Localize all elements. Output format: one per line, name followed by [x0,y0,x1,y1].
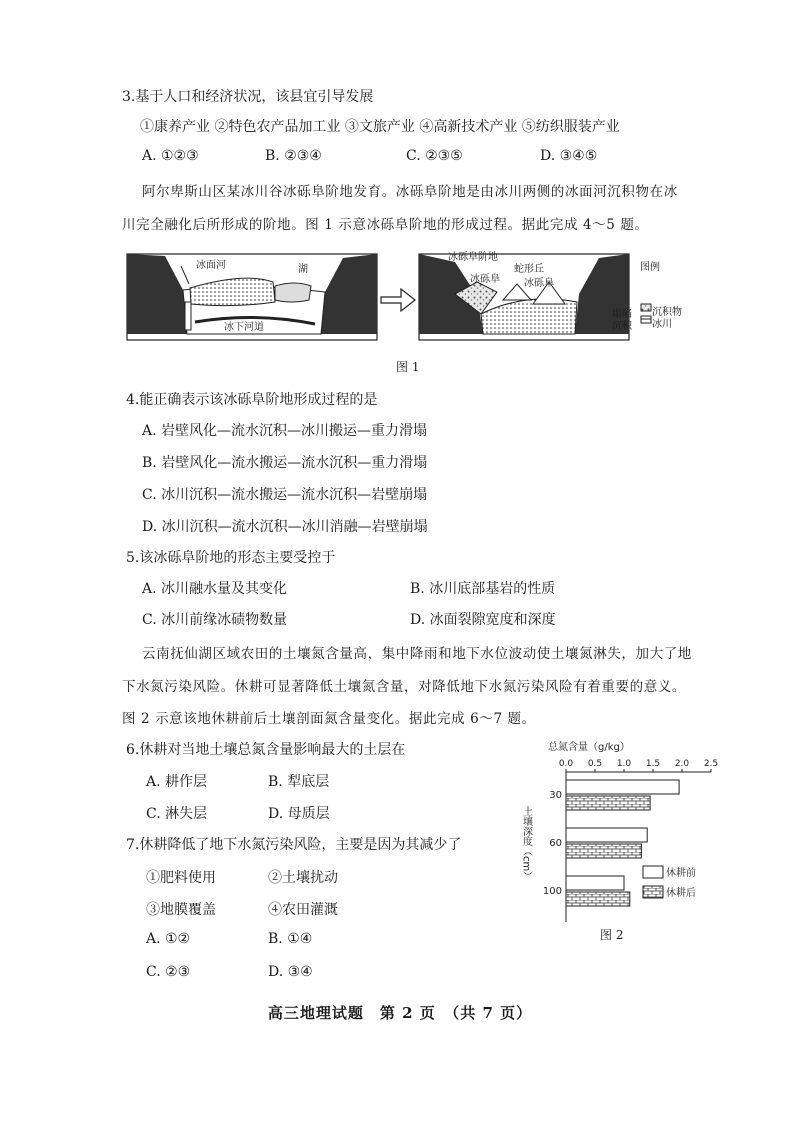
label-kame-2: 冰砾阜 [524,278,554,289]
q4-option-a: A. 岩壁风化—流水沉积—冰川搬运—重力滑塌 [142,423,428,439]
figure1-arrow [381,289,415,311]
legend-deposit: 沉积物 [652,307,682,318]
q7-option-d: D. ③④ [268,964,313,980]
label-lake: 湖 [298,264,308,275]
legend-after: 休耕后 [666,888,696,899]
figure2-chart [518,738,718,948]
page-footer: 高三地理试题 第 2 页 （共 7 页） [267,1004,533,1022]
bar-before-100 [566,876,624,890]
q6-option-b: B. 犁底层 [268,774,330,790]
q3-items: ①康养产业 ②特色农产品加工业 ③文旅产业 ④高新技术产业 ⑤纺织服装产业 [140,119,620,135]
q4-stem: 4.能正确表示该冰砾阜阶地形成过程的是 [126,392,378,408]
q5-option-c: C. 冰川前缘冰碛物数量 [142,612,288,628]
q4-option-d: D. 冰川沉积—流水沉积—冰川消融—岩壁崩塌 [142,519,428,535]
passage2-line3: 图 2 示意该地休耕前后土壤剖面氮含量变化。据此完成 6～7 题。 [122,711,536,727]
q3-stem: 3.基于人口和经济状况，该县宜引导发展 [122,89,374,105]
figure1-caption: 图 1 [396,360,420,374]
bar-before-30 [566,780,679,794]
label-kame-1: 冰砾阜 [470,274,500,285]
q3-option-a: A. ①②③ [142,148,199,164]
x-tick-label: 2.0 [674,759,690,769]
q4-option-c: C. 冰川沉积—流水搬运—流水沉积—岩壁崩塌 [142,487,428,503]
passage2-line2: 下水氮污染风险。休耕可显著降低土壤氮含量，对降低地下水氮污染风险有着重要的意义。 [122,679,686,695]
chart-ylabel [521,805,533,881]
legend-glacier: 冰川 [652,319,672,330]
q6-option-d: D. 母质层 [268,806,330,822]
bar-after-100 [566,892,630,906]
q7-item-1: ①肥料使用 [146,870,216,886]
chart-title: 总氮含量（g/kg） [548,742,630,753]
bar-before-60 [566,828,647,842]
q3-option-b: B. ②③④ [265,148,322,164]
q7-item-3: ③地膜覆盖 [146,902,216,918]
x-tick-label: 0.5 [587,759,603,769]
figure1-legend [641,304,651,323]
x-tick-label: 2.5 [703,759,718,769]
label-collapse: 塌陷 [612,309,632,320]
q5-option-d: D. 冰面裂隙宽度和深度 [410,612,556,628]
q7-option-b: B. ①④ [268,931,313,947]
passage2-line1: 云南抚仙湖区域农田的土壤氮含量高，集中降雨和地下水位波动使土壤氮淋失，加大了地 [142,646,692,662]
q5-option-a: A. 冰川融水量及其变化 [142,581,288,597]
q7-option-a: A. ①② [146,931,191,947]
bar-after-30 [566,796,650,810]
y-tick-label-100: 100 [542,886,562,897]
q7-item-4: ④农田灌溉 [268,902,338,918]
passage1-line1: 阿尔卑斯山区某冰川谷冰砾阜阶地发育。冰砾阜阶地是由冰川两侧的冰面河沉积物在冰 [142,184,678,200]
q5-stem: 5.该冰砾阜阶地的形态主要受控于 [126,550,336,566]
q5-option-b: B. 冰川底部基岩的性质 [410,581,556,597]
y-tick-label-30: 30 [549,790,562,801]
chart-legend [643,866,696,899]
label-sediment: 沉积 [612,321,632,332]
passage1-line2: 川完全融化后所形成的阶地。图 1 示意冰砾阜阶地的形成过程。据此完成 4～5 题。 [122,217,649,233]
q3-option-d: D. ③④⑤ [540,148,598,164]
q7-option-c: C. ②③ [146,964,191,980]
label-subglacial-channel: 冰下河道 [224,322,264,333]
q6-option-a: A. 耕作层 [146,774,208,790]
q7-item-2: ②土壤扰动 [268,870,338,886]
y-tick-label-60: 60 [549,838,562,849]
x-tick-label: 0.0 [558,759,574,769]
legend-title: 图例 [640,262,660,273]
label-esker: 蛇形丘 [514,264,544,275]
q7-stem: 7.休耕降低了地下水氮污染风险，主要是因为其减少了 [126,837,462,853]
q6-option-c: C. 淋失层 [146,806,208,822]
y-axis-label: 土壤深度（cm） [520,806,532,882]
label-kame-terrace: 冰砾阜阶地 [448,252,498,263]
legend-before: 休耕前 [666,868,696,879]
label-ice-river: 冰面河 [196,260,226,271]
q4-option-b: B. 岩壁风化—流水搬运—流水沉积—重力滑塌 [142,455,428,471]
figure2-caption: 图 2 [600,928,624,942]
bar-after-60 [566,844,641,858]
q6-stem: 6.休耕对当地土壤总氮含量影响最大的土层在 [126,742,406,758]
x-tick-label: 1.0 [616,759,632,769]
x-tick-label: 1.5 [645,759,661,769]
q3-option-c: C. ②③⑤ [406,148,463,164]
